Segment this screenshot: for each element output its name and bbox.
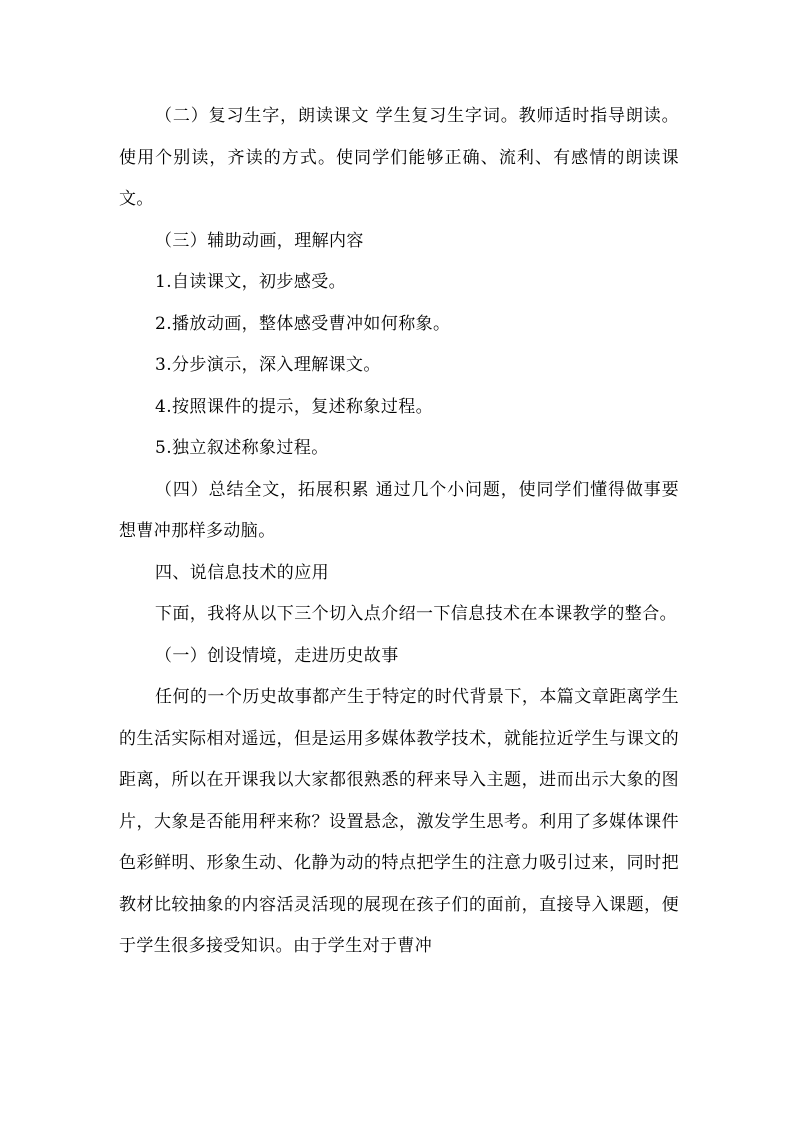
heading-animation-understanding: （三）辅助动画，理解内容 xyxy=(155,230,364,251)
list-item-3: 3.分步演示，深入理解课文。 xyxy=(155,355,381,375)
document-body xyxy=(119,96,679,968)
list-item-2: 2.播放动画，整体感受曹冲如何称象。 xyxy=(155,313,451,334)
paragraph-summary: （四）总结全文，拓展积累 通过几个小问题，使同学们懂得做事要想曹冲那样多动脑。 xyxy=(119,479,679,541)
heading-create-scenario: （一）创设情境，走进历史故事 xyxy=(155,645,399,666)
paragraph-intro-integration: 下面，我将从以下三个切入点介绍一下信息技术在本课教学的整合。 xyxy=(155,604,677,624)
list-item-5: 5.独立叙述称象过程。 xyxy=(155,438,329,458)
list-item-4: 4.按照课件的提示，复述称象过程。 xyxy=(155,396,434,417)
paragraph-historical-story: 任何的一个历史故事都产生于特定的时代背景下，本篇文章距离学生的生活实际相对遥远，但是运用多媒体教学技术，就能拉近学生与课文的距离，所以在开课我以大家都很熟悉的秤来导入主题，进而出示大象的图片，大象是否能用秤来称？设置悬念，激发学生思考。利用了多媒体课件色彩鲜明、形象生动、化静为动的特点把学生的注意力吸引过来，同时把教材比较抽象的内容活灵活现的展现在孩子们的面前，直接导入课题，便于学生很多接受知识。由于学生对于曹冲 xyxy=(119,687,679,956)
section-heading-it-application: 四、说信息技术的应用 xyxy=(155,562,329,583)
list-item-1: 1.自读课文，初步感受。 xyxy=(155,272,347,292)
paragraph-review-characters: （二）复习生字，朗读课文 学生复习生字词。教师适时指导朗读。使用个别读，齐读的方式。使同学们能够正确、流利、有感情的朗读课文。 xyxy=(119,106,679,209)
